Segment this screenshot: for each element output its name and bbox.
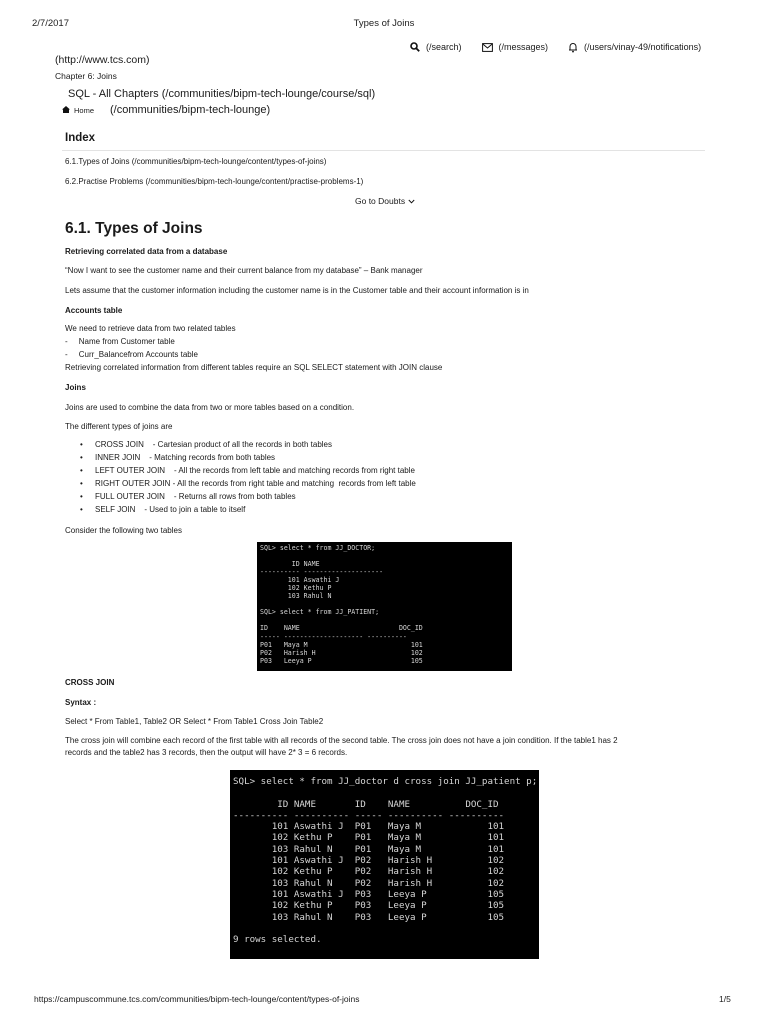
accounts-heading: Accounts table: [65, 306, 123, 315]
messages-link[interactable]: (/messages): [498, 42, 549, 52]
page-number: 1/5: [719, 994, 731, 1004]
terminal-line: P03 Leeya P 105: [260, 656, 423, 665]
terminal-line: 9 rows selected.: [233, 934, 322, 946]
print-date: 2/7/2017: [32, 18, 69, 29]
breadcrumb: [62, 104, 270, 116]
site-link[interactable]: (http://www.tcs.com): [55, 54, 150, 66]
sql-cross-join-output: [230, 770, 539, 959]
terminal-line: [233, 923, 539, 934]
home-url[interactable]: (/communities/bipm-tech-lounge): [110, 104, 271, 116]
home-link[interactable]: Home: [74, 105, 95, 115]
terminal-line: 102 Kethu P P03 Leeya P 105: [233, 900, 505, 912]
terminal-line: 102 Kethu P: [260, 584, 332, 593]
cross-join-heading: CROSS JOIN: [65, 678, 115, 687]
list-item: • INNER JOIN - Matching records from both tables: [80, 451, 416, 464]
terminal-line: SQL> select * from JJ_PATIENT;: [260, 608, 380, 617]
course-link[interactable]: SQL - All Chapters (/communities/bipm-tech-lounge/course/sql): [68, 88, 376, 100]
retrieve-line: - Curr_Balancefrom Accounts table: [65, 350, 198, 359]
terminal-line: SQL> select * from JJ_doctor d cross join JJ_patient p;: [233, 776, 538, 787]
terminal-line: 103 Rahul N P02 Harish H 102: [233, 877, 505, 889]
assumption-text: Lets assume that the customer information including the customer name is in the Customer table and their account information is in: [65, 286, 529, 295]
terminal-line: ---------- ---------- ----- ---------- ----------: [233, 809, 505, 821]
join-types-intro: The different types of joins are: [65, 422, 173, 431]
search-icon[interactable]: [410, 42, 420, 52]
terminal-line: SQL> select * from JJ_DOCTOR;: [260, 544, 376, 552]
terminal-line: 102 Kethu P P02 Harish H 102: [233, 866, 505, 878]
cross-join-description: records and the table2 has 3 records, then the output will have 2* 3 = 6 records.: [65, 748, 348, 757]
index-item[interactable]: 6.2.Practise Problems (/communities/bipm-tech-lounge/content/practise-problems-1): [65, 177, 364, 186]
print-title: Types of Joins: [353, 18, 415, 29]
terminal-line: [233, 787, 539, 798]
terminal-line: ---------- --------------------: [260, 568, 384, 577]
terminal-line: 103 Rahul N P01 Maya M 101: [233, 843, 505, 855]
syntax-line: Select * From Table1, Table2 OR Select * From Table1 Cross Join Table2: [65, 717, 324, 726]
syntax-heading: Syntax :: [65, 698, 97, 707]
consider-text: Consider the following two tables: [65, 526, 182, 535]
join-types-list: [80, 438, 416, 516]
cross-join-description: The cross join will combine each record of the first table with all records of the second table. The cross join does not have a join condition. If the table1 has 2: [65, 736, 618, 745]
terminal-line: ID NAME DOC_ID: [260, 624, 423, 633]
terminal-line: 103 Rahul N P03 Leeya P 105: [233, 911, 505, 923]
quote-text: “Now I want to see the customer name and their current balance from my database” – Bank manager: [65, 266, 423, 275]
sql-output-tables: [257, 542, 512, 671]
retrieve-line: We need to retrieve data from two related tables: [65, 324, 236, 333]
terminal-line: 102 Kethu P P01 Maya M 101: [233, 832, 505, 844]
terminal-line: 101 Aswathi J: [260, 576, 340, 585]
section-subheading: Retrieving correlated data from a database: [65, 247, 228, 256]
terminal-line: [260, 616, 512, 624]
notifications-link[interactable]: (/users/vinay-49/notifications): [584, 42, 702, 52]
terminal-line: P02 Harish H 102: [260, 648, 423, 657]
terminal-line: ID NAME ID NAME DOC_ID: [233, 798, 499, 810]
joins-heading: Joins: [65, 383, 86, 392]
index-item[interactable]: 6.1.Types of Joins (/communities/bipm-tech-lounge/content/types-of-joins): [65, 157, 327, 166]
search-link[interactable]: (/search): [426, 42, 462, 52]
envelope-icon[interactable]: [482, 43, 493, 52]
go-to-doubts-button[interactable]: [355, 196, 415, 206]
top-navigation: [410, 40, 701, 54]
list-item: • RIGHT OUTER JOIN - All the records from right table and matching records from left table: [80, 477, 416, 490]
terminal-line: P01 Maya M 101: [260, 640, 423, 649]
terminal-line: 101 Aswathi J P01 Maya M 101: [233, 821, 505, 833]
list-item: • LEFT OUTER JOIN - All the records from left table and matching records from right table: [80, 464, 416, 477]
bell-icon[interactable]: [568, 42, 578, 53]
list-item: • SELF JOIN - Used to join a table to itself: [80, 503, 416, 516]
retrieve-line: - Name from Customer table: [65, 337, 175, 346]
joins-description: Joins are used to combine the data from two or more tables based on a condition.: [65, 403, 355, 412]
terminal-line: ----- -------------------- ----------: [260, 632, 407, 641]
list-item: • FULL OUTER JOIN - Returns all rows from both tables: [80, 490, 416, 503]
chevron-down-icon: [408, 196, 415, 206]
print-header: [0, 18, 768, 32]
chapter-label: Chapter 6: Joins: [55, 71, 117, 81]
footer-url: https://campuscommune.tcs.com/communities/bipm-tech-lounge/content/types-of-joins: [34, 994, 360, 1004]
go-to-doubts-label: Go to Doubts: [355, 196, 406, 206]
terminal-line: [260, 552, 512, 560]
terminal-line: 101 Aswathi J P03 Leeya P 105: [233, 888, 505, 900]
index-title: Index: [65, 132, 96, 144]
terminal-line: 101 Aswathi J P02 Harish H 102: [233, 855, 505, 867]
terminal-line: [260, 600, 512, 608]
page-title: 6.1. Types of Joins: [65, 220, 203, 237]
home-icon[interactable]: [62, 104, 70, 116]
terminal-line: ID NAME: [260, 560, 320, 569]
list-item: • CROSS JOIN - Cartesian product of all the records in both tables: [80, 438, 416, 451]
divider: [62, 150, 705, 151]
retrieve-line: Retrieving correlated information from different tables require an SQL SELECT statement with JOIN clause: [65, 363, 443, 372]
terminal-line: 103 Rahul N: [260, 592, 332, 601]
